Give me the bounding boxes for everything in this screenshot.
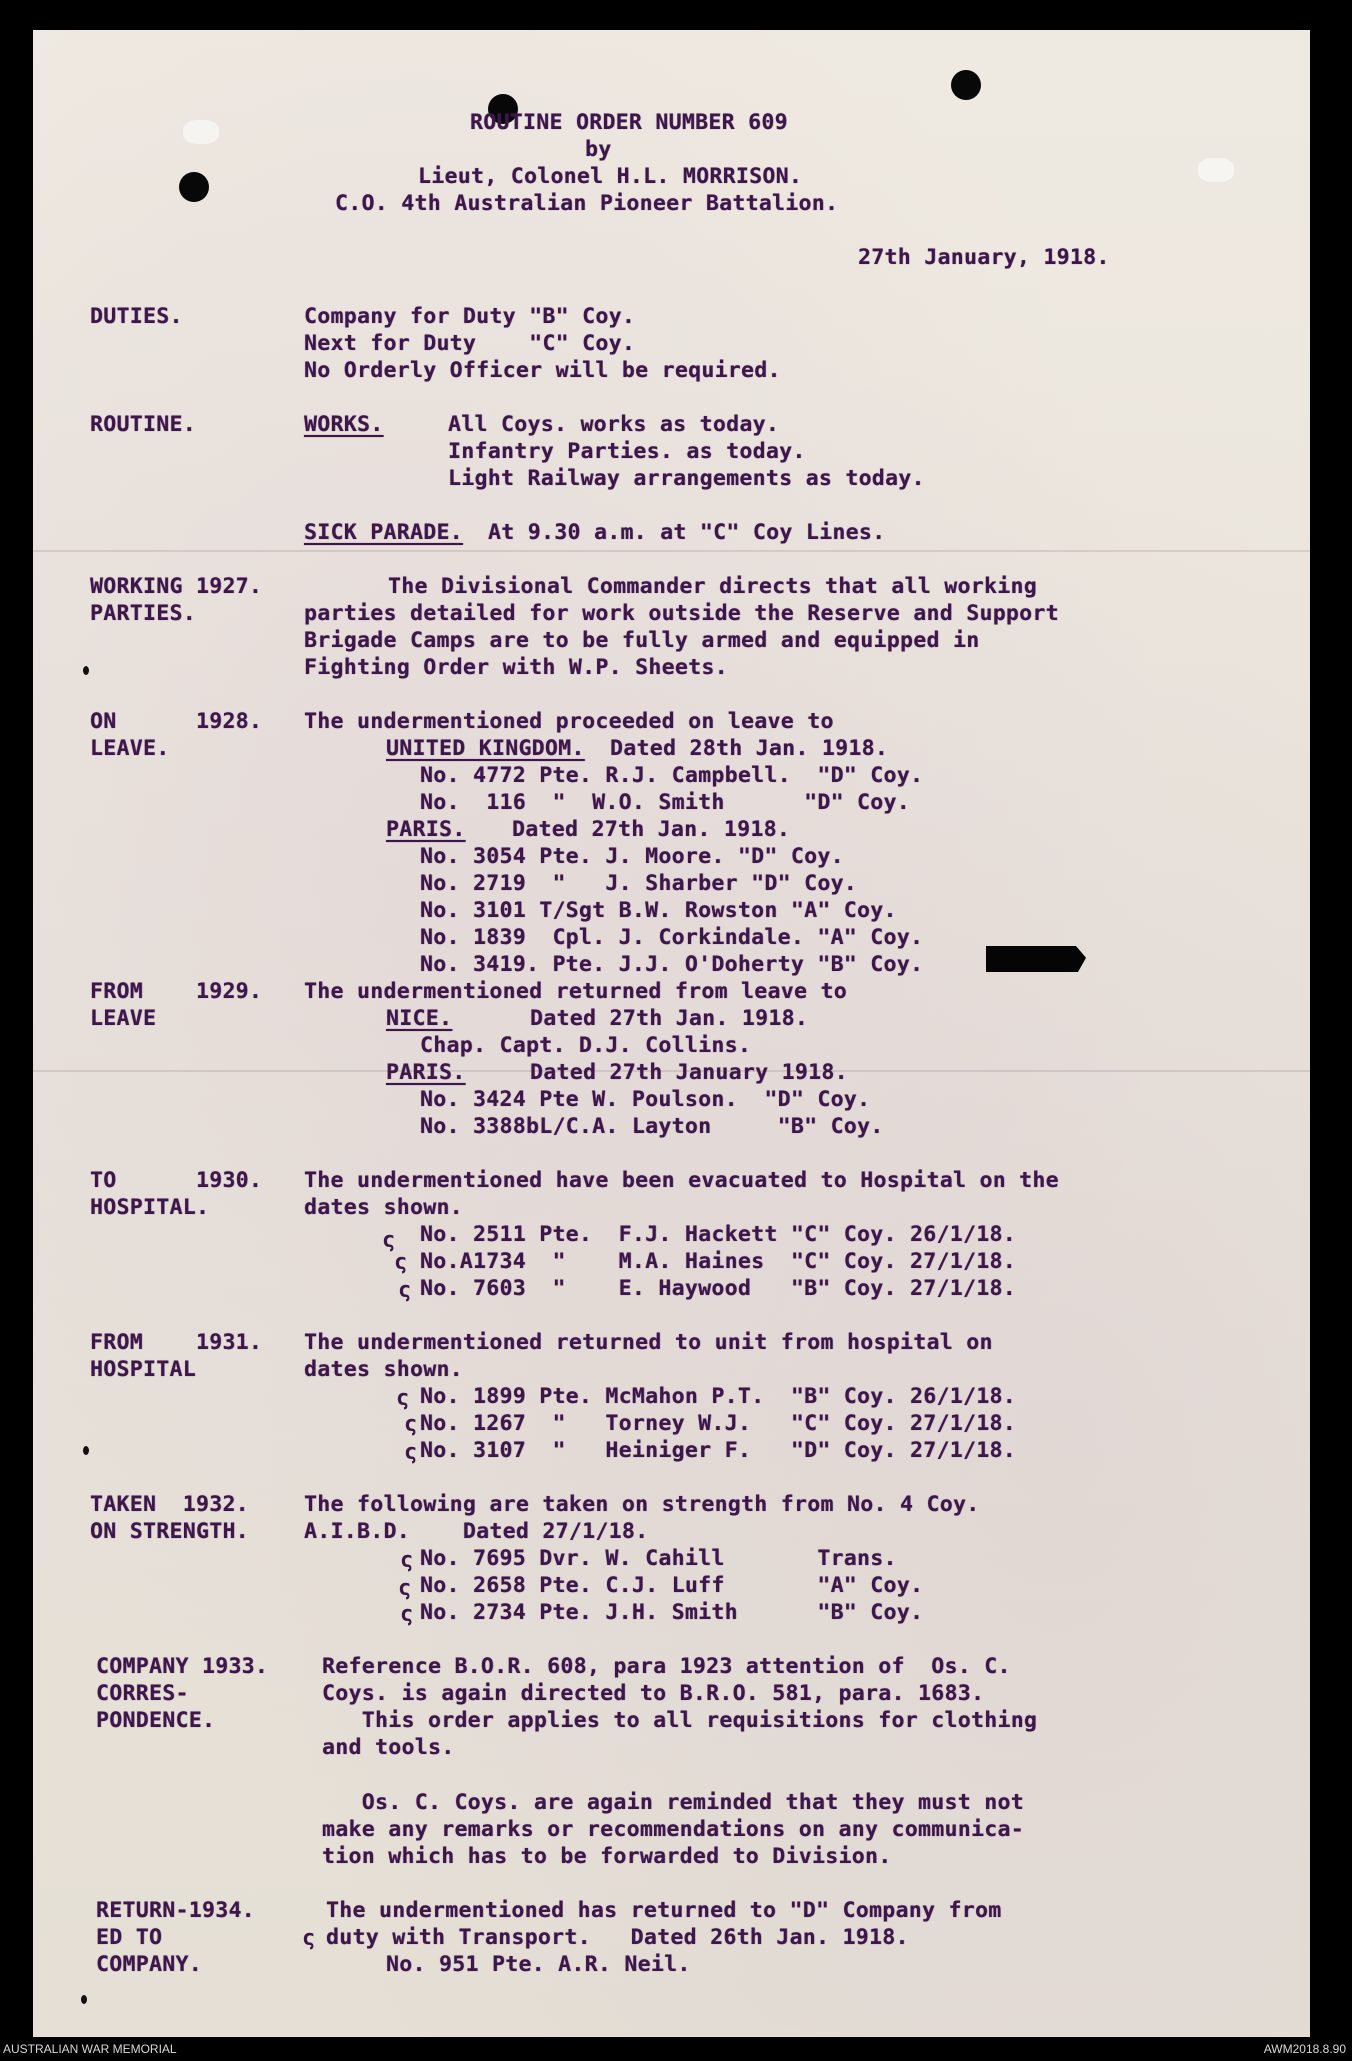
working-parties-line: Fighting Order with W.P. Sheets. <box>304 655 728 680</box>
hospital-row: No. 1899 Pte. McMahon P.T. "B" Coy. 26/1/18. <box>420 1384 1016 1409</box>
section-heading-from-leave: FROM 1929. <box>90 979 263 1004</box>
order-unit: C.O. 4th Australian Pioneer Battalion. <box>335 191 839 216</box>
section-heading-from-leave-2: LEAVE <box>90 1006 157 1031</box>
correspondence-line: Reference B.O.R. 608, para 1923 attention of Os. C. <box>322 1654 1011 1679</box>
section-heading-returned-2: ED TO <box>96 1925 163 1950</box>
correspondence-line: Coys. is again directed to B.R.O. 581, para. 1683. <box>322 1681 985 1706</box>
leave-row: No. 3101 T/Sgt B.W. Rowston "A" Coy. <box>420 898 897 923</box>
from-leave-intro: The undermentioned returned from leave to <box>304 979 848 1004</box>
pencil-tick-mark: ς <box>400 1602 414 1627</box>
section-heading-to-hospital-2: HOSPITAL. <box>90 1195 210 1220</box>
leave-row: No. 3054 Pte. J. Moore. "D" Coy. <box>420 844 844 869</box>
order-title: ROUTINE ORDER NUMBER 609 <box>470 110 788 135</box>
paris-date: Dated 27th January 1918. <box>530 1060 848 1085</box>
strength-row: No. 7695 Dvr. W. Cahill Trans. <box>420 1546 897 1571</box>
leave-row: Chap. Capt. D.J. Collins. <box>420 1033 752 1058</box>
paris-label: PARIS. <box>386 817 466 842</box>
section-heading-from-hospital: FROM 1931. <box>90 1330 263 1355</box>
to-hospital-line: dates shown. <box>304 1195 463 1220</box>
from-hospital-line: The undermentioned returned to unit from hospital on <box>304 1330 993 1355</box>
correspondence-line: tion which has to be forwarded to Division. <box>322 1844 892 1869</box>
works-label: WORKS. <box>304 412 384 437</box>
pencil-tick-mark: ς <box>404 1412 418 1437</box>
section-heading-correspondence: COMPANY 1933. <box>96 1654 269 1679</box>
pencil-tick-mark: ς <box>398 1576 412 1601</box>
section-heading-returned: RETURN-1934. <box>96 1898 255 1923</box>
order-by: by <box>585 137 612 162</box>
nice-date: Dated 27th Jan. 1918. <box>530 1006 809 1031</box>
archive-footer <box>0 2037 1352 2061</box>
paper-mark <box>81 1995 87 2004</box>
hospital-row: No. 1267 " Torney W.J. "C" Coy. 27/1/18. <box>420 1411 1016 1436</box>
section-heading-working: WORKING 1927. <box>90 574 263 599</box>
returned-row: No. 951 Pte. A.R. Neil. <box>386 1952 691 1977</box>
section-heading-on-leave: ON 1928. <box>90 709 263 734</box>
paper-mark <box>83 666 89 675</box>
pencil-tick-mark: ς <box>404 1440 418 1465</box>
leave-row: No. 4772 Pte. R.J. Campbell. "D" Coy. <box>420 763 924 788</box>
section-heading-duties: DUTIES. <box>90 304 183 329</box>
duties-line: No Orderly Officer will be required. <box>304 358 781 383</box>
uk-date: Dated 28th Jan. 1918. <box>610 736 889 761</box>
leave-row: No. 2719 " J. Sharber "D" Coy. <box>420 871 858 896</box>
section-heading-from-hospital-2: HOSPITAL <box>90 1357 196 1382</box>
strength-row: No. 2734 Pte. J.H. Smith "B" Coy. <box>420 1600 924 1625</box>
fold-line <box>33 550 1310 552</box>
sick-parade-text: At 9.30 a.m. at "C" Coy Lines. <box>488 520 886 545</box>
uk-label: UNITED KINGDOM. <box>386 736 585 761</box>
redaction-mark <box>986 946 1086 972</box>
leave-row: No. 116 " W.O. Smith "D" Coy. <box>420 790 911 815</box>
paris-label: PARIS. <box>386 1060 466 1085</box>
section-heading-correspondence-2: CORRES- <box>96 1681 189 1706</box>
punch-hole <box>951 70 981 100</box>
duties-line: Company for Duty "B" Coy. <box>304 304 636 329</box>
paper-tear <box>183 120 219 144</box>
pencil-tick-mark: ς <box>398 1278 412 1303</box>
working-parties-line: parties detailed for work outside the Reserve and Support <box>304 601 1059 626</box>
duties-line: Next for Duty "C" Coy. <box>304 331 636 356</box>
archive-name: AUSTRALIAN WAR MEMORIAL <box>3 2042 177 2056</box>
pencil-tick-mark: ς <box>382 1228 396 1253</box>
strength-line: The following are taken on strength from No. 4 Coy. <box>304 1492 980 1517</box>
correspondence-line: make any remarks or recommendations on any communica- <box>322 1817 1024 1842</box>
section-heading-working-2: PARTIES. <box>90 601 196 626</box>
correspondence-line: Os. C. Coys. are again reminded that they must not <box>322 1790 1024 1815</box>
correspondence-line: This order applies to all requisitions for clothing <box>322 1708 1038 1733</box>
strength-row: No. 2658 Pte. C.J. Luff "A" Coy. <box>420 1573 924 1598</box>
pencil-tick-mark: ς <box>396 1386 410 1411</box>
hospital-row: No. 2511 Pte. F.J. Hackett "C" Coy. 26/1/18. <box>420 1222 1016 1247</box>
working-parties-line: The Divisional Commander directs that all working <box>388 574 1037 599</box>
pencil-tick-mark: ς <box>400 1548 414 1573</box>
hospital-row: No. 7603 " E. Haywood "B" Coy. 27/1/18. <box>420 1276 1016 1301</box>
punch-hole <box>179 172 209 202</box>
section-heading-on-leave-2: LEAVE. <box>90 736 170 761</box>
section-heading-returned-3: COMPANY. <box>96 1952 202 1977</box>
nice-label: NICE. <box>386 1006 453 1031</box>
to-hospital-line: The undermentioned have been evacuated to Hospital on the <box>304 1168 1059 1193</box>
pencil-tick-mark: ς <box>394 1250 408 1275</box>
paper-tear <box>1198 158 1234 182</box>
routine-works-line: All Coys. works as today. <box>448 412 780 437</box>
routine-works-line: Light Railway arrangements as today. <box>448 466 925 491</box>
section-heading-to-hospital: TO 1930. <box>90 1168 263 1193</box>
hospital-row: No. 3107 " Heiniger F. "D" Coy. 27/1/18. <box>420 1438 1016 1463</box>
returned-line: duty with Transport. Dated 26th Jan. 1918. <box>326 1925 909 1950</box>
leave-row: No. 3419. Pte. J.J. O'Doherty "B" Coy. <box>420 952 924 977</box>
section-heading-taken-on-strength: TAKEN 1932. <box>90 1492 249 1517</box>
section-heading-correspondence-3: PONDENCE. <box>96 1708 216 1733</box>
strength-line: A.I.B.D. Dated 27/1/18. <box>304 1519 649 1544</box>
leave-row: No. 3388bL/C.A. Layton "B" Coy. <box>420 1114 884 1139</box>
returned-line: The undermentioned has returned to "D" Company from <box>326 1898 1002 1923</box>
hospital-row: No.A1734 " M.A. Haines "C" Coy. 27/1/18. <box>420 1249 1016 1274</box>
order-officer: Lieut, Colonel H.L. MORRISON. <box>418 164 803 189</box>
from-hospital-line: dates shown. <box>304 1357 463 1382</box>
section-heading-routine: ROUTINE. <box>90 412 196 437</box>
leave-row: No. 3424 Pte W. Poulson. "D" Coy. <box>420 1087 871 1112</box>
archive-reference: AWM2018.8.90 <box>1263 2042 1346 2056</box>
order-date: 27th January, 1918. <box>858 245 1110 270</box>
on-leave-intro: The undermentioned proceeded on leave to <box>304 709 834 734</box>
paris-date: Dated 27th Jan. 1918. <box>512 817 791 842</box>
correspondence-line: and tools. <box>322 1735 455 1760</box>
working-parties-line: Brigade Camps are to be fully armed and equipped in <box>304 628 980 653</box>
routine-works-line: Infantry Parties. as today. <box>448 439 806 464</box>
paper-mark <box>83 1446 89 1455</box>
section-heading-taken-on-strength-2: ON STRENGTH. <box>90 1519 249 1544</box>
leave-row: No. 1839 Cpl. J. Corkindale. "A" Coy. <box>420 925 924 950</box>
pencil-tick-mark: ς <box>302 1926 316 1951</box>
sick-parade-label: SICK PARADE. <box>304 520 463 545</box>
